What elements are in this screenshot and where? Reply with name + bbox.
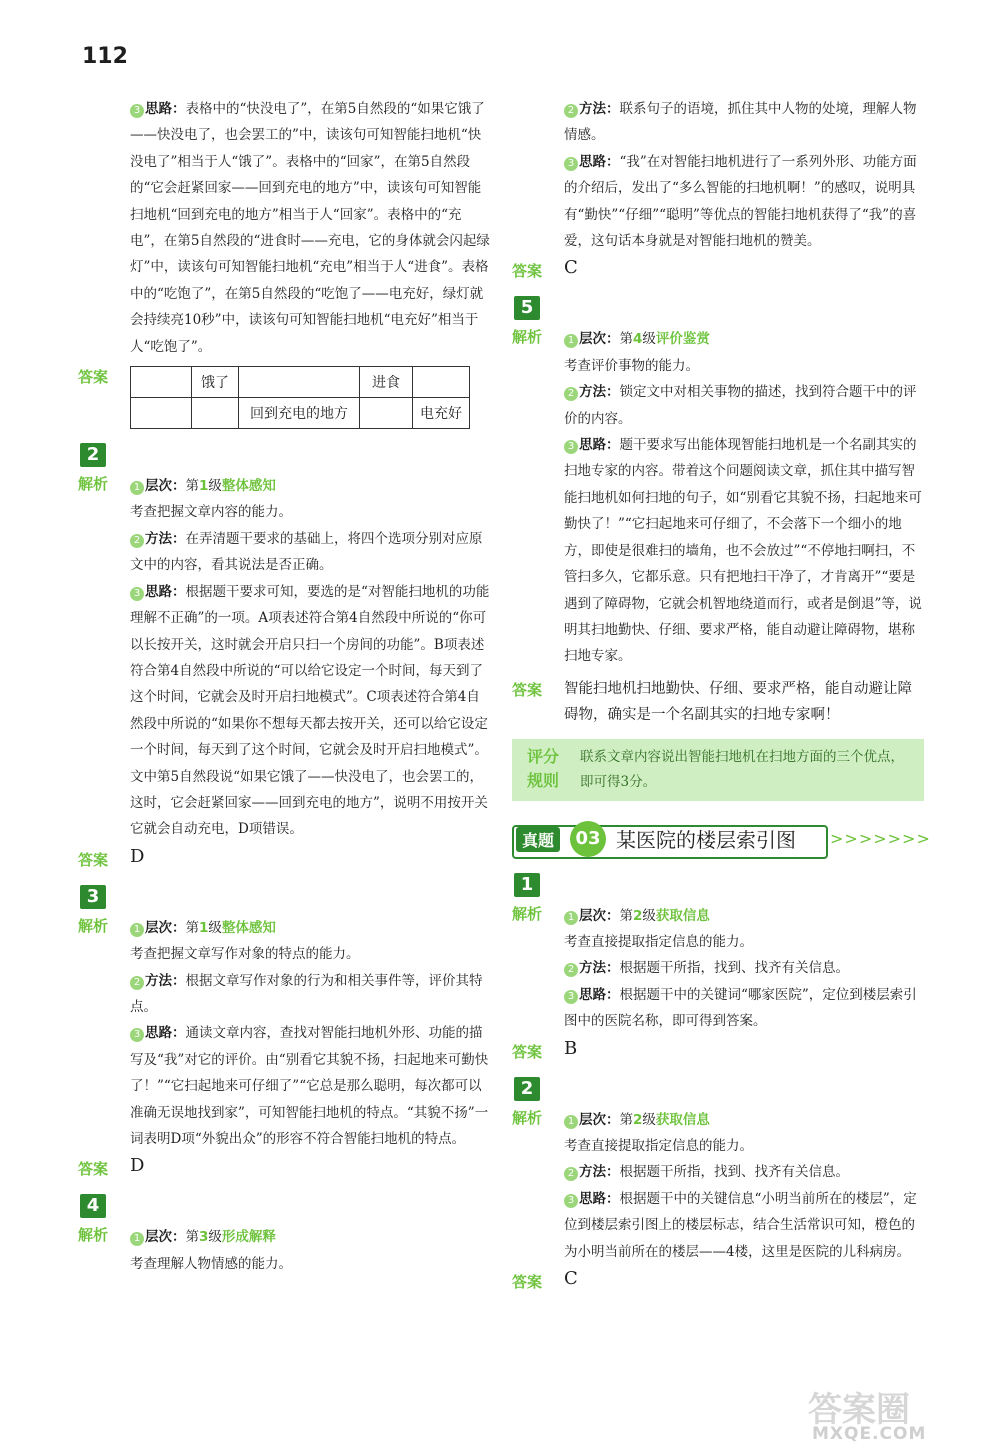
cengci-name: 整体感知 bbox=[221, 478, 276, 495]
cengci-heading: 层次： bbox=[145, 478, 186, 495]
s3q1-analysis bbox=[512, 903, 924, 1035]
question-number-1: 1 bbox=[514, 873, 540, 897]
answer-value: D bbox=[130, 845, 145, 867]
marker-3-icon: 3 bbox=[130, 587, 144, 601]
fangfa-text: 锁定文中对相关事物的描述，找到符合题干中的评价的内容。 bbox=[564, 384, 917, 427]
question-number-4: 4 bbox=[80, 1194, 106, 1218]
cengci-level: 4 bbox=[633, 331, 643, 348]
siwei-heading: 思路： bbox=[579, 1190, 620, 1207]
cengci-heading: 层次： bbox=[579, 907, 620, 924]
cengci-suffix: 级 bbox=[642, 907, 656, 924]
fangfa-text: 在弄清题干要求的基础上，将四个选项分别对应原文中的内容，看其说法是否正确。 bbox=[130, 530, 483, 574]
scoring-rubric bbox=[512, 739, 924, 801]
cengci-name: 获取信息 bbox=[655, 907, 710, 924]
marker-3-icon: 3 bbox=[130, 1028, 144, 1042]
watermark-line2: MXQE.COM bbox=[812, 1424, 927, 1444]
arrows-decoration-icon: >>>>>>> bbox=[830, 828, 931, 848]
siwei-text: 根据题干中的关键信息“小明当前所在的楼层”，定位到楼层索引图上的楼层标志，结合生活常识可知，橙色的为小明当前所在的楼层——4楼，这里是医院的儿科病房。 bbox=[564, 1190, 917, 1260]
ability-text: 考查把握文章写作对象的特点的能力。 bbox=[130, 946, 360, 963]
marker-1-icon: 1 bbox=[564, 334, 578, 348]
s3q2-answer bbox=[512, 1265, 924, 1301]
q2-analysis bbox=[78, 473, 490, 843]
table-cell bbox=[413, 367, 470, 398]
marker-2-icon: 2 bbox=[564, 104, 578, 118]
table-cell bbox=[239, 367, 360, 398]
table-cell: 进食 bbox=[360, 367, 413, 398]
section-tag: 真题 bbox=[516, 827, 560, 852]
marker-2-icon: 2 bbox=[564, 963, 578, 977]
answer-label: 答案 bbox=[78, 368, 109, 387]
section-title: 某医院的楼层索引图 bbox=[616, 827, 796, 852]
answer-table bbox=[130, 366, 470, 429]
ability-text: 考查直接提取指定信息的能力。 bbox=[564, 933, 753, 950]
q4-continued bbox=[512, 96, 924, 254]
siwei-heading: 思路： bbox=[579, 153, 620, 170]
q1-siwei-block bbox=[78, 96, 490, 360]
q3-answer bbox=[78, 1152, 490, 1188]
siwei-text: 根据题干中的关键词“哪家医院”，定位到楼层索引图中的医院名称，即可得到答案。 bbox=[564, 986, 917, 1030]
marker-2-icon: 2 bbox=[564, 387, 578, 401]
question-number-2: 2 bbox=[514, 1077, 540, 1101]
cengci-suffix: 级 bbox=[642, 1111, 656, 1128]
cengci-suffix: 级 bbox=[208, 1229, 222, 1246]
ability-text: 考查直接提取指定信息的能力。 bbox=[564, 1137, 753, 1154]
cengci-level: 2 bbox=[633, 1111, 643, 1128]
marker-3-icon: 3 bbox=[564, 440, 578, 454]
table-cell bbox=[192, 398, 239, 429]
answer-value: C bbox=[564, 257, 578, 279]
cengci-level: 1 bbox=[199, 919, 209, 936]
q2-answer bbox=[78, 843, 490, 879]
marker-3-icon: 3 bbox=[564, 1194, 578, 1208]
cengci-prefix: 第 bbox=[185, 919, 199, 936]
marker-1-icon: 1 bbox=[130, 1232, 144, 1246]
fangfa-heading: 方法： bbox=[579, 384, 620, 401]
cengci-suffix: 级 bbox=[208, 478, 222, 495]
fangfa-heading: 方法： bbox=[579, 1164, 620, 1181]
cengci-heading: 层次： bbox=[579, 1111, 620, 1128]
answer-label: 答案 bbox=[78, 850, 109, 869]
cengci-name: 形成解释 bbox=[221, 1229, 276, 1246]
table-cell: 电充好 bbox=[413, 398, 470, 429]
answer-value: B bbox=[564, 1037, 578, 1059]
section-title-bar bbox=[512, 821, 931, 863]
answer-value: C bbox=[564, 1268, 578, 1289]
q5-answer bbox=[512, 676, 924, 729]
cengci-prefix: 第 bbox=[185, 1229, 199, 1246]
cengci-name: 获取信息 bbox=[655, 1111, 710, 1128]
fangfa-text: 根据文章写作对象的行为和相关事件等，评价其特点。 bbox=[130, 972, 483, 1015]
fangfa-heading: 方法： bbox=[579, 960, 620, 977]
cengci-level: 1 bbox=[199, 478, 209, 495]
answer-label: 答案 bbox=[512, 1273, 543, 1291]
fangfa-heading: 方法： bbox=[145, 530, 186, 547]
answer-label: 答案 bbox=[512, 1042, 543, 1061]
watermark-logo bbox=[808, 1382, 984, 1450]
cengci-prefix: 第 bbox=[619, 1111, 633, 1128]
analysis-label: 解析 bbox=[512, 1108, 543, 1127]
s3q1-answer bbox=[512, 1035, 924, 1071]
left-column bbox=[78, 96, 490, 1277]
table-cell: 饿了 bbox=[192, 367, 239, 398]
table-cell bbox=[131, 398, 192, 429]
answer-value: 智能扫地机扫地勤快、仔细、要求严格，能自动避让障碍物，确实是一个名副其实的扫地专家啊！ bbox=[564, 680, 912, 724]
marker-1-icon: 1 bbox=[564, 1115, 578, 1129]
rubric-text: 联系文章内容说出智能扫地机在扫地方面的三个优点，即可得3分。 bbox=[580, 748, 904, 790]
q5-analysis bbox=[512, 326, 924, 669]
s3q2-analysis bbox=[512, 1107, 924, 1265]
table-cell bbox=[360, 398, 413, 429]
siwei-text: 题干要求写出能体现智能扫地机是一个名副其实的扫地专家的内容。带着这个问题阅读文章，抓住其中描写智能扫地机如何扫地的句子，如“别看它其貌不扬，扫起地来可勤快了！”“它扫起地来可仔细了，不会落下一个细小的地方，即使是很难扫的墙角，也不会放过”“不停地扫啊扫，不管扫多久，它都乐意。只有把地扫干净了，才肯离开”“要是遇到了障碍物，它就会机智地绕道而行，或者是倒退”等，说明其扫地勤快、仔细、要求严格，能自动避让障碍物，堪称扫地专家。 bbox=[564, 437, 922, 665]
cengci-name: 整体感知 bbox=[221, 919, 276, 936]
siwei-heading: 思路： bbox=[145, 101, 186, 117]
cengci-suffix: 级 bbox=[642, 331, 656, 348]
watermark-line1: 答案圈 bbox=[808, 1390, 910, 1430]
answer-label: 答案 bbox=[512, 680, 543, 699]
siwei-heading: 思路： bbox=[145, 1025, 186, 1042]
analysis-label: 解析 bbox=[512, 328, 543, 347]
fangfa-text: 根据题干所指，找到、找齐有关信息。 bbox=[619, 960, 849, 977]
marker-2-icon: 2 bbox=[130, 976, 144, 990]
question-number-3: 3 bbox=[80, 885, 106, 909]
page-number: 112 bbox=[82, 44, 128, 69]
question-number-5: 5 bbox=[514, 296, 540, 320]
cengci-heading: 层次： bbox=[579, 331, 620, 348]
marker-1-icon: 1 bbox=[564, 911, 578, 925]
siwei-heading: 思路： bbox=[145, 583, 186, 600]
marker-2-icon: 2 bbox=[564, 1167, 578, 1181]
cengci-level: 3 bbox=[199, 1229, 209, 1246]
ability-text: 考查评价事物的能力。 bbox=[564, 357, 699, 374]
q4-analysis bbox=[78, 1224, 490, 1277]
marker-1-icon: 1 bbox=[130, 481, 144, 495]
answer-value: D bbox=[130, 1155, 145, 1177]
siwei-text: 表格中的“快没电了”，在第5自然段的“如果它饿了——快没电了，也会罢工的”中，读该句可知智能扫地机“快没电了”相当于人“饿了”。表格中的“回家”，在第5自然段的“它会赶紧回家——回到充电的地方”中，读该句可知智能扫地机“回到充电的地方”相当于人“回家”。表格中的“充电”，在第5自然段的“进食时——充电，它的身体就会闪起绿灯”中，读该句可知智能扫地机“充电”相当于人“进食”。表格中的“吃饱了”，在第5自然段的“吃饱了——电充好，绿灯就会持续亮10秒”中，读该句可知智能扫地机“电充好”相当于人“吃饱了”。 bbox=[130, 101, 490, 355]
fangfa-text: 根据题干所指，找到、找齐有关信息。 bbox=[619, 1164, 849, 1181]
fangfa-heading: 方法： bbox=[145, 972, 186, 989]
siwei-text: “我”在对智能扫地机进行了一系列外形、功能方面的介绍后，发出了“多么智能的扫地机啊！”的感叹，说明具有“勤快”“仔细”“聪明”等优点的智能扫地机获得了“我”的喜爱，这句话本身就是对智能扫地机的赞美。 bbox=[564, 153, 917, 250]
section-number-badge: 03 bbox=[570, 821, 606, 857]
siwei-heading: 思路： bbox=[579, 437, 620, 454]
answer-label: 答案 bbox=[512, 262, 543, 281]
cengci-heading: 层次： bbox=[145, 1229, 186, 1246]
q3-analysis bbox=[78, 915, 490, 1153]
fangfa-heading: 方法： bbox=[579, 101, 620, 117]
siwei-text: 通读文章内容，查找对智能扫地机外形、功能的描写及“我”对它的评价。由“别看它其貌不扬，扫起地来可勤快了！”“它扫起地来可仔细了”“它总是那么聪明，每次都可以准确无误地找到家”，可知智能扫地机的特点。“其貌不扬”一词表明D项“外貌出众”的形容不符合智能扫地机的特点。 bbox=[130, 1025, 489, 1147]
cengci-suffix: 级 bbox=[208, 919, 222, 936]
siwei-heading: 思路： bbox=[579, 986, 620, 1003]
ability-text: 考查理解人物情感的能力。 bbox=[130, 1255, 292, 1272]
analysis-label: 解析 bbox=[512, 904, 543, 923]
analysis-label: 解析 bbox=[78, 475, 109, 494]
siwei-text: 根据题干要求可知，要选的是“对智能扫地机的功能理解不正确”的一项。A项表述符合第4自然段中所说的“你可以长按开关，这时就会开启只扫一个房间的功能”。B项表述符合第4自然段中所说的“可以给它设定一个时间，每天到了这个时间，它就会及时开启扫地模式”。C项表述符合第4自然段中所说的“如果你不想每天都去按开关，还可以给它设定一个时间，每天到了这个时间，它就会及时开启扫地模式”。文中第5自然段说“如果它饿了——快没电了，也会罢工的，这时，它会赶紧回家——回到充电的地方”，说明不用按开关它就会自动充电，D项错误。 bbox=[130, 583, 490, 838]
question-number-2: 2 bbox=[80, 443, 106, 467]
cengci-prefix: 第 bbox=[619, 331, 633, 348]
marker-3-icon: 3 bbox=[564, 157, 578, 171]
cengci-level: 2 bbox=[633, 907, 643, 924]
cengci-prefix: 第 bbox=[619, 907, 633, 924]
marker-3-icon: 3 bbox=[564, 990, 578, 1004]
q1-answer-table-block bbox=[78, 366, 490, 429]
table-cell bbox=[131, 367, 192, 398]
answer-label: 答案 bbox=[78, 1160, 109, 1179]
table-cell: 回到充电的地方 bbox=[239, 398, 360, 429]
marker-1-icon: 1 bbox=[130, 923, 144, 937]
cengci-name: 评价鉴赏 bbox=[655, 331, 710, 348]
right-column bbox=[512, 96, 931, 1301]
marker-3-icon: 3 bbox=[130, 104, 144, 118]
fangfa-text: 联系句子的语境，抓住其中人物的处境，理解人物情感。 bbox=[564, 101, 917, 144]
q4-answer bbox=[512, 254, 924, 290]
marker-2-icon: 2 bbox=[130, 534, 144, 548]
ability-text: 考查把握文章内容的能力。 bbox=[130, 504, 292, 521]
cengci-prefix: 第 bbox=[185, 478, 199, 495]
rubric-tag: 评分规则 bbox=[526, 746, 559, 790]
cengci-heading: 层次： bbox=[145, 919, 186, 936]
analysis-label: 解析 bbox=[78, 916, 109, 935]
analysis-label: 解析 bbox=[78, 1226, 109, 1245]
